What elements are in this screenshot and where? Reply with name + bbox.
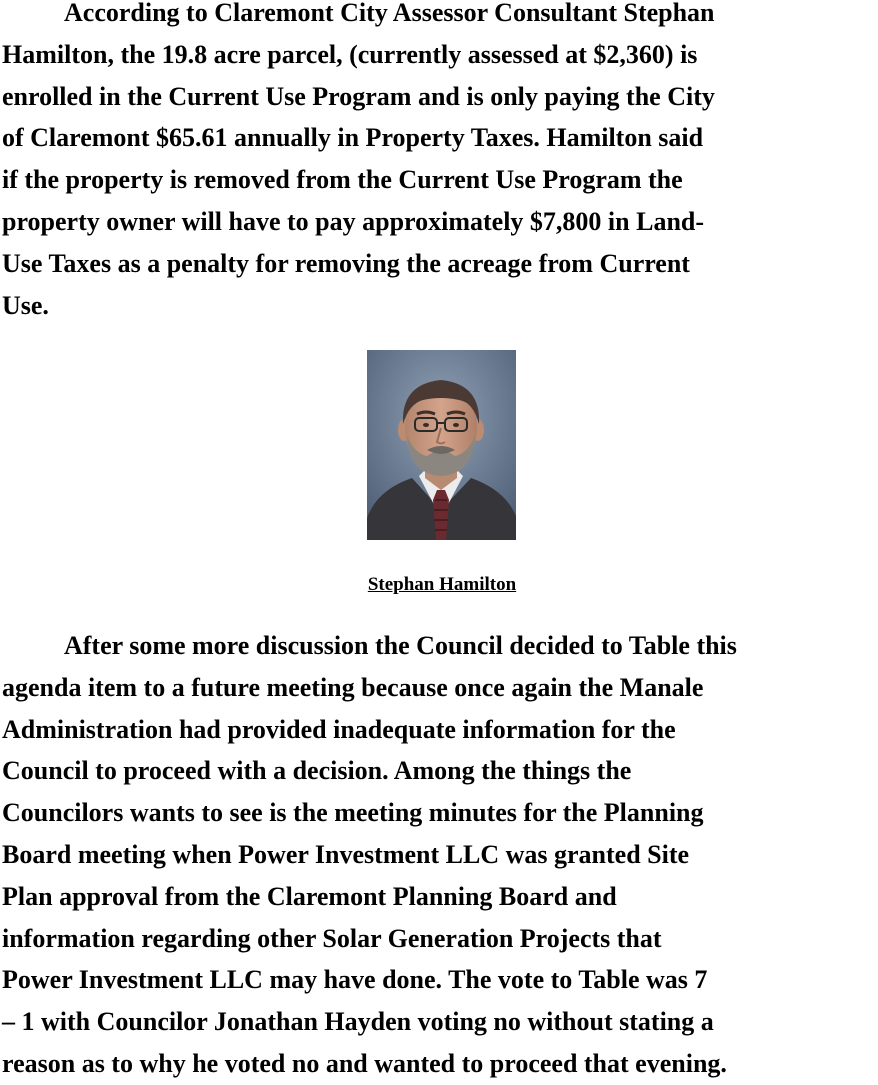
text-line: After some more discussion the Council decided to Table this xyxy=(64,631,737,660)
text-line: According to Claremont City Assessor Consultant Stephan xyxy=(64,0,715,27)
paragraph-council-decision xyxy=(2,625,878,1085)
portrait-illustration xyxy=(367,350,516,540)
text-line: Board meeting when Power Investment LLC was granted Site xyxy=(2,839,690,869)
text-line: property owner will have to pay approximately $7,800 in Land- xyxy=(2,206,705,236)
text-line: enrolled in the Current Use Program and is only paying the City xyxy=(2,81,715,111)
text-line: – 1 with Councilor Jonathan Hayden voting no without stating a xyxy=(2,1007,714,1037)
text-line: Council to proceed with a decision. Among the things the xyxy=(2,756,632,786)
text-line: agenda item to a future meeting because once again the Manale xyxy=(2,672,704,702)
text-line: Plan approval from the Claremont Planning Board and xyxy=(2,881,617,911)
text-line: Councilors wants to see is the meeting minutes for the Planning xyxy=(2,798,704,828)
portrait-photo xyxy=(367,350,516,540)
text-line: Hamilton, the 19.8 acre parcel, (currently assessed at $2,360) is xyxy=(2,39,698,69)
text-line: information regarding other Solar Generation Projects that xyxy=(2,923,662,953)
text-line: Power Investment LLC may have done. The vote to Table was 7 xyxy=(2,965,708,995)
photo-caption: Stephan Hamilton xyxy=(367,574,517,595)
paragraph-assessor-statement xyxy=(2,0,878,326)
text-line: Administration had provided inadequate information for the xyxy=(2,714,676,744)
text-line: reason as to why he voted no and wanted to proceed that evening. xyxy=(2,1048,727,1078)
text-line: Use. xyxy=(2,290,49,320)
text-line: Use Taxes as a penalty for removing the acreage from Current xyxy=(2,248,690,278)
text-line: if the property is removed from the Current Use Program the xyxy=(2,165,683,195)
text-line: of Claremont $65.61 annually in Property Taxes. Hamilton said xyxy=(2,123,704,153)
